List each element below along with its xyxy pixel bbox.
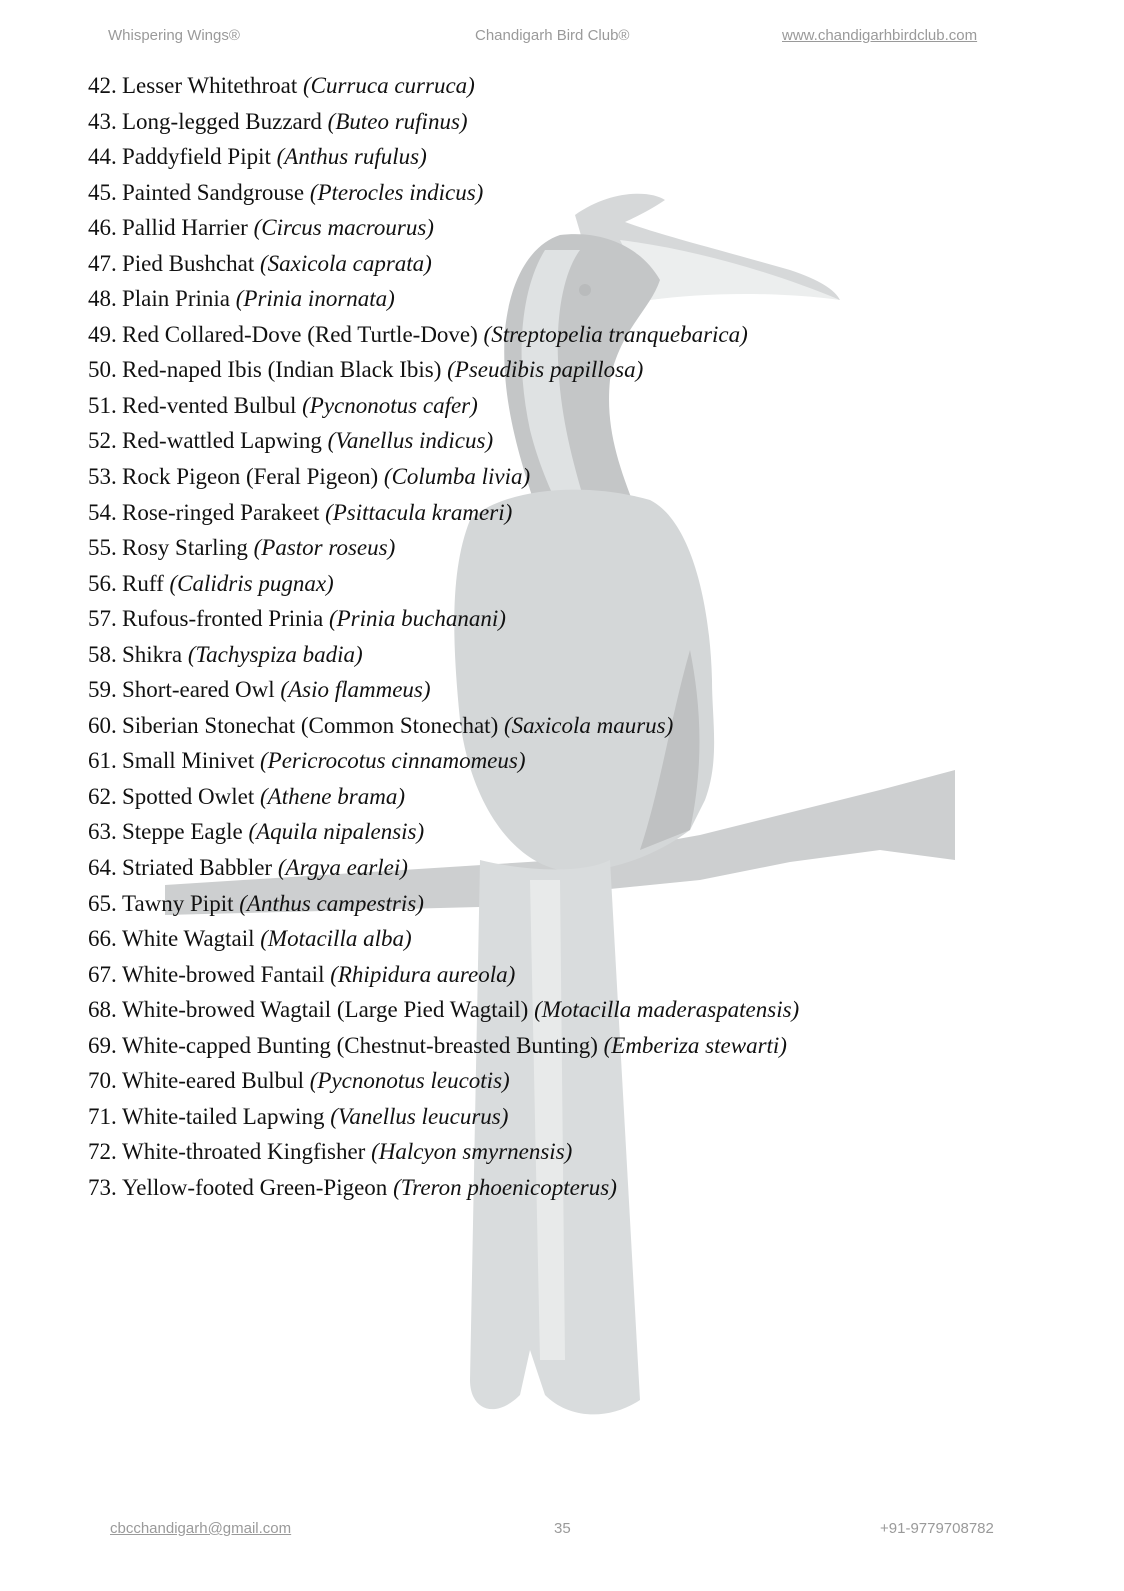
species-number: 69. [88, 1032, 117, 1058]
species-list-item [88, 566, 799, 602]
species-number: 47. [88, 250, 117, 276]
species-common-name: Long-legged Buzzard [122, 108, 322, 134]
species-common-name: White Wagtail [122, 926, 255, 952]
page-number: 35 [554, 1520, 571, 1537]
species-scientific-name: (Anthus rufulus) [276, 144, 427, 170]
species-common-name: Small Minivet [122, 748, 255, 774]
species-scientific-name: (Pseudibis papillosa) [447, 357, 644, 383]
species-list-item [88, 104, 799, 140]
species-number: 49. [88, 321, 117, 347]
species-common-name: White-tailed Lapwing [122, 1103, 325, 1129]
species-number: 45. [88, 179, 117, 205]
species-common-name: Striated Babbler [122, 855, 273, 881]
species-common-name: Painted Sandgrouse [122, 179, 305, 205]
species-list-item [88, 601, 799, 637]
species-scientific-name: (Motacilla alba) [260, 926, 412, 952]
species-number: 44. [88, 144, 117, 170]
species-number: 68. [88, 997, 117, 1023]
header-club-name: Chandigarh Bird Club® [475, 27, 630, 44]
species-number: 63. [88, 819, 117, 845]
species-scientific-name: (Pericrocotus cinnamomeus) [260, 748, 526, 774]
species-list-item [88, 779, 799, 815]
species-scientific-name: (Rhipidura aureola) [330, 961, 516, 987]
species-scientific-name: (Treron phoenicopterus) [393, 1174, 617, 1200]
species-common-name: Red-wattled Lapwing [122, 428, 322, 454]
species-common-name: Lesser Whitethroat [122, 73, 298, 98]
species-list-item [88, 139, 799, 175]
species-common-name: Pallid Harrier [122, 215, 248, 241]
species-list [88, 68, 799, 1206]
species-scientific-name: (Columba livia) [383, 464, 531, 490]
species-list-item [88, 246, 799, 282]
species-scientific-name: (Calidris pugnax) [169, 570, 334, 596]
species-scientific-name: (Streptopelia tranquebarica) [483, 321, 748, 347]
species-number: 54. [88, 499, 117, 525]
species-common-name: Siberian Stonechat (Common Stonechat) [122, 712, 499, 738]
species-list-item [88, 210, 799, 246]
species-list-item [88, 637, 799, 673]
species-common-name: Short-eared Owl [122, 677, 275, 703]
species-list-item [88, 68, 799, 104]
species-number: 57. [88, 606, 117, 632]
species-list-item [88, 886, 799, 922]
species-number: 46. [88, 215, 117, 241]
species-number: 60. [88, 712, 117, 738]
species-number: 67. [88, 961, 117, 987]
species-common-name: Rock Pigeon (Feral Pigeon) [122, 464, 379, 490]
species-common-name: White-throated Kingfisher [122, 1139, 366, 1165]
species-scientific-name: (Circus macrourus) [253, 215, 434, 241]
species-scientific-name: (Saxicola caprata) [260, 250, 432, 276]
species-scientific-name: (Curruca curruca) [302, 73, 475, 98]
species-list-item [88, 175, 799, 211]
species-common-name: Rosy Starling [122, 535, 248, 561]
header-website-link[interactable]: www.chandigarhbirdclub.com [782, 27, 978, 44]
species-scientific-name: (Buteo rufinus) [327, 108, 468, 134]
species-common-name: White-capped Bunting (Chestnut-breasted Bunting) [122, 1032, 598, 1058]
species-number: 66. [88, 926, 117, 952]
species-common-name: Red-naped Ibis (Indian Black Ibis) [122, 357, 442, 383]
species-number: 56. [88, 570, 117, 596]
species-scientific-name: (Emberiza stewarti) [603, 1032, 787, 1058]
footer-email-link[interactable]: cbcchandigarh@gmail.com [110, 1520, 292, 1537]
header-publication-title: Whispering Wings® [108, 27, 240, 44]
species-list-item [88, 850, 799, 886]
species-scientific-name: (Pycnonotus cafer) [302, 392, 478, 418]
species-scientific-name: (Pycnonotus leucotis) [309, 1068, 510, 1094]
species-number: 58. [88, 641, 117, 667]
species-number: 72. [88, 1139, 117, 1165]
species-common-name: Spotted Owlet [122, 783, 255, 809]
species-scientific-name: (Athene brama) [260, 783, 405, 809]
species-common-name: White-browed Wagtail (Large Pied Wagtail) [122, 997, 529, 1023]
species-number: 53. [88, 464, 117, 490]
species-number: 55. [88, 535, 117, 561]
species-number: 61. [88, 748, 117, 774]
species-number: 73. [88, 1174, 117, 1200]
species-list-item [88, 495, 799, 531]
species-common-name: White-eared Bulbul [122, 1068, 305, 1094]
species-number: 51. [88, 392, 117, 418]
species-scientific-name: (Vanellus indicus) [327, 428, 494, 454]
species-list-item [88, 281, 799, 317]
species-list-item [88, 1134, 799, 1170]
species-list-item [88, 1028, 799, 1064]
species-number: 62. [88, 783, 117, 809]
species-number: 42. [88, 73, 117, 98]
species-common-name: Tawny Pipit [122, 890, 234, 916]
species-common-name: Red Collared-Dove (Red Turtle-Dove) [122, 321, 478, 347]
species-scientific-name: (Vanellus leucurus) [330, 1103, 509, 1129]
species-list-item [88, 1099, 799, 1135]
species-list-item [88, 921, 799, 957]
species-common-name: Paddyfield Pipit [122, 144, 271, 170]
species-scientific-name: (Tachyspiza badia) [187, 641, 363, 667]
species-list-item [88, 743, 799, 779]
species-number: 59. [88, 677, 117, 703]
species-list-item [88, 1170, 799, 1206]
species-common-name: Plain Prinia [122, 286, 230, 312]
species-number: 71. [88, 1103, 117, 1129]
footer-phone: +91-9779708782 [880, 1520, 994, 1537]
species-common-name: Rufous-fronted Prinia [122, 606, 324, 632]
species-scientific-name: (Motacilla maderaspatensis) [534, 997, 800, 1023]
species-common-name: Yellow-footed Green-Pigeon [122, 1174, 388, 1200]
page-footer [0, 1520, 1124, 1542]
species-scientific-name: (Argya earlei) [277, 855, 408, 881]
species-number: 48. [88, 286, 117, 312]
species-scientific-name: (Saxicola maurus) [503, 712, 674, 738]
species-number: 50. [88, 357, 117, 383]
species-scientific-name: (Prinia inornata) [235, 286, 395, 312]
species-list-item [88, 317, 799, 353]
species-number: 65. [88, 890, 117, 916]
species-list-item [88, 352, 799, 388]
species-scientific-name: (Prinia buchanani) [328, 606, 506, 632]
species-list-item [88, 672, 799, 708]
species-scientific-name: (Halcyon smyrnensis) [371, 1139, 573, 1165]
species-list-item [88, 814, 799, 850]
species-list-item [88, 459, 799, 495]
species-list-item [88, 1063, 799, 1099]
species-common-name: Steppe Eagle [122, 819, 243, 845]
species-common-name: Pied Bushchat [122, 250, 255, 276]
species-list-item [88, 530, 799, 566]
species-common-name: Ruff [122, 570, 164, 596]
species-common-name: Shikra [122, 641, 183, 667]
species-number: 52. [88, 428, 117, 454]
species-list-item [88, 708, 799, 744]
species-number: 43. [88, 108, 117, 134]
species-scientific-name: (Pastor roseus) [253, 535, 396, 561]
species-number: 70. [88, 1068, 117, 1094]
species-common-name: White-browed Fantail [122, 961, 325, 987]
species-common-name: Rose-ringed Parakeet [122, 499, 320, 525]
species-list-item [88, 388, 799, 424]
species-scientific-name: (Psittacula krameri) [325, 499, 513, 525]
species-scientific-name: (Pterocles indicus) [309, 179, 484, 205]
species-scientific-name: (Asio flammeus) [280, 677, 431, 703]
species-common-name: Red-vented Bulbul [122, 392, 297, 418]
species-list-item [88, 423, 799, 459]
species-number: 64. [88, 855, 117, 881]
species-list-item [88, 957, 799, 993]
species-scientific-name: (Aquila nipalensis) [248, 819, 425, 845]
species-list-item [88, 992, 799, 1028]
species-scientific-name: (Anthus campestris) [239, 890, 424, 916]
